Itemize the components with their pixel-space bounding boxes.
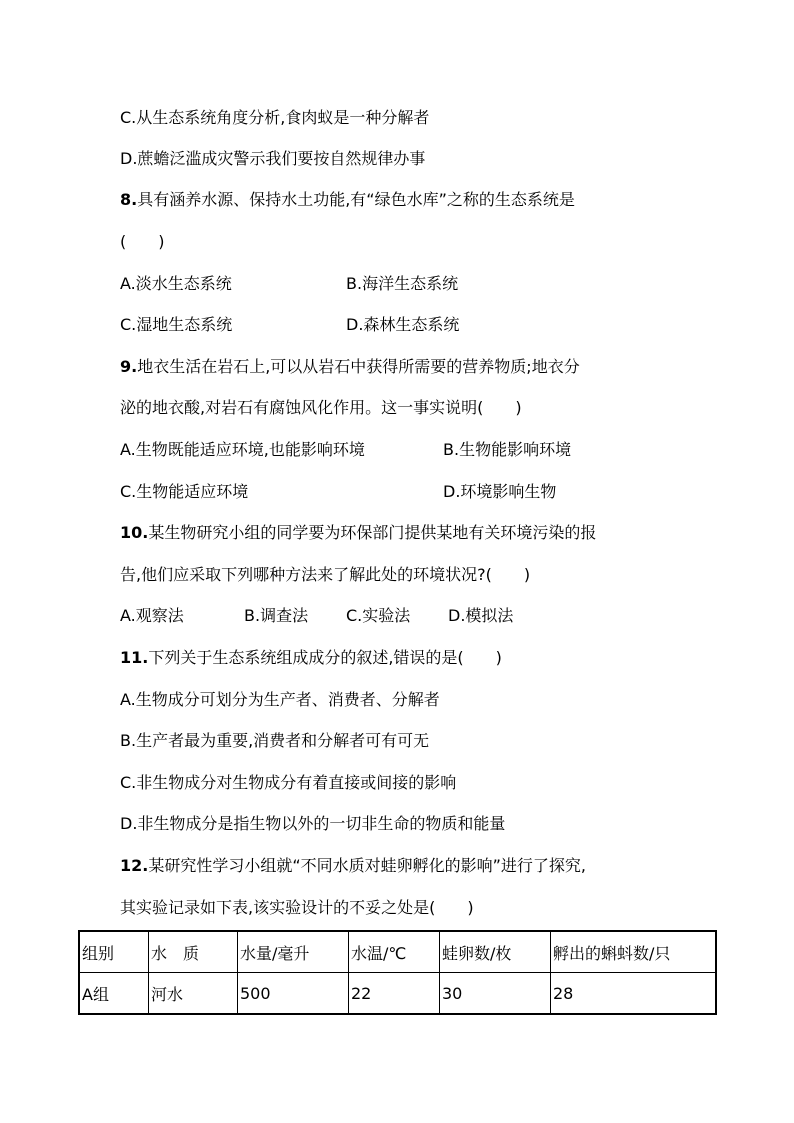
q12-stem-text: 某研究性学习小组就“不同水质对蛙卵孵化的影响”进行了探究, <box>148 856 587 875</box>
q10-option-b: B.调查法 <box>244 606 309 625</box>
q12-stem-line1 <box>120 856 680 876</box>
q12-stem-line2: 其实验记录如下表,该实验设计的不妥之处是( ) <box>120 898 474 917</box>
q11-stem-line1 <box>120 648 680 668</box>
q9-option-b: B.生物能影响环境 <box>443 440 572 459</box>
q10-stem-text: 某生物研究小组的同学要为环保部门提供某地有关环境污染的报 <box>148 523 597 542</box>
q10-option-a: A.观察法 <box>120 606 184 625</box>
table-header-cell: 水量/毫升 <box>238 931 349 973</box>
table-header-cell: 组别 <box>79 931 149 973</box>
q10-stem-line1 <box>120 523 680 543</box>
q11-option-b: B.生产者最为重要,消费者和分解者可有可无 <box>120 731 430 750</box>
q8-option-a: A.淡水生态系统 <box>120 274 232 293</box>
q9-stem-line1 <box>120 357 680 377</box>
table-header-cell: 水温/℃ <box>349 931 440 973</box>
q7-option-d: D.蔗蟾泛滥成灾警示我们要按自然规律办事 <box>120 149 426 168</box>
q12-number: 12. <box>120 856 149 875</box>
q11-stem-text: 下列关于生态系统组成成分的叙述,错误的是( ) <box>148 648 502 667</box>
q9-option-c: C.生物能适应环境 <box>120 482 249 501</box>
table-cell: A组 <box>79 973 149 1015</box>
table-cell: 28 <box>551 973 717 1015</box>
q8-option-d: D.森林生态系统 <box>346 315 460 334</box>
table-header-cell: 水 质 <box>149 931 238 973</box>
q11-number: 11. <box>120 648 149 667</box>
table-header-cell: 孵出的蝌蚪数/只 <box>551 931 717 973</box>
q9-number: 9. <box>120 357 138 376</box>
q8-stem-text: 具有涵养水源、保持水土功能,有“绿色水库”之称的生态系统是 <box>137 190 575 209</box>
q9-stem-text: 地衣生活在岩石上,可以从岩石中获得所需要的营养物质;地衣分 <box>137 357 580 376</box>
table-header-cell: 蛙卵数/枚 <box>440 931 551 973</box>
table-cell: 22 <box>349 973 440 1015</box>
q8-number: 8. <box>120 190 138 209</box>
q8-option-c: C.湿地生态系统 <box>120 315 233 334</box>
table-row <box>79 973 716 1015</box>
q8-stem-line1 <box>120 190 680 210</box>
q11-option-d: D.非生物成分是指生物以外的一切非生命的物质和能量 <box>120 814 506 833</box>
q12-experiment-table <box>78 930 717 1015</box>
q10-option-d: D.模拟法 <box>448 606 514 625</box>
q7-option-c: C.从生态系统角度分析,食肉蚁是一种分解者 <box>120 108 430 127</box>
q10-stem-line2: 告,他们应采取下列哪种方法来了解此处的环境状况?( ) <box>120 565 531 584</box>
q9-option-d: D.环境影响生物 <box>443 482 557 501</box>
q8-option-b: B.海洋生态系统 <box>346 274 459 293</box>
table-cell: 30 <box>440 973 551 1015</box>
q11-option-c: C.非生物成分对生物成分有着直接或间接的影响 <box>120 773 457 792</box>
q10-number: 10. <box>120 523 149 542</box>
q11-option-a: A.生物成分可划分为生产者、消费者、分解者 <box>120 690 440 709</box>
q9-option-a: A.生物既能适应环境,也能影响环境 <box>120 440 365 459</box>
q10-option-c: C.实验法 <box>346 606 411 625</box>
q8-answer-blank: ( ) <box>120 232 165 251</box>
table-header-row <box>79 931 716 973</box>
table-cell: 河水 <box>149 973 238 1015</box>
table-cell: 500 <box>238 973 349 1015</box>
q9-stem-line2: 泌的地衣酸,对岩石有腐蚀风化作用。这一事实说明( ) <box>120 398 522 417</box>
